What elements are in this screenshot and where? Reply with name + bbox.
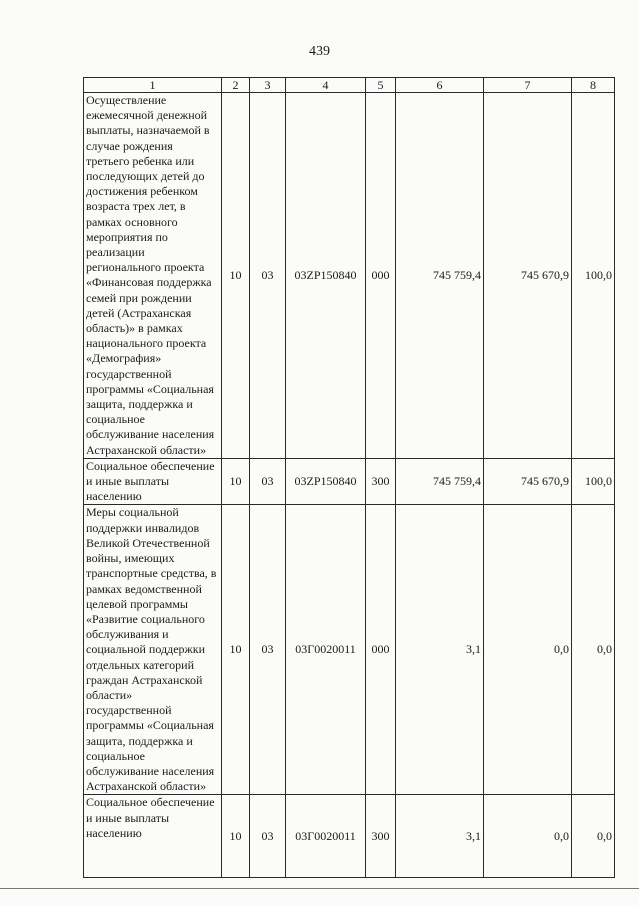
column-header: 5 <box>366 78 396 93</box>
row-subsection: 03 <box>250 458 286 505</box>
budget-table <box>83 77 615 878</box>
row-planned-amount: 3,1 <box>396 505 484 795</box>
bottom-divider <box>0 888 639 889</box>
row-expense-type: 300 <box>366 458 396 505</box>
row-section: 10 <box>222 458 250 505</box>
row-description: Меры социальной поддержки инвалидов Великой Отечественной войны, имеющих транспортные средства, в рамках ведомственной целевой программы «Развитие социального обслуживания и социальной поддержки отдельных категорий граждан Астраханской области» государственной программы «Социальная защита, поддержка и социальное обслуживание населения Астраханской области» <box>84 505 222 795</box>
column-header: 2 <box>222 78 250 93</box>
row-planned-amount: 745 759,4 <box>396 458 484 505</box>
row-planned-amount: 3,1 <box>396 795 484 878</box>
row-actual-amount: 745 670,9 <box>484 458 572 505</box>
row-subsection: 03 <box>250 505 286 795</box>
column-header: 7 <box>484 78 572 93</box>
row-percent: 0,0 <box>572 795 615 878</box>
row-actual-amount: 0,0 <box>484 795 572 878</box>
row-target-code: 03Г0020011 <box>286 505 366 795</box>
row-description: Социальное обеспечение и иные выплаты населению <box>84 458 222 505</box>
table-header-row <box>84 78 615 93</box>
row-target-code: 03ZP150840 <box>286 458 366 505</box>
row-section: 10 <box>222 505 250 795</box>
row-subsection: 03 <box>250 795 286 878</box>
table-row <box>84 458 615 505</box>
row-actual-amount: 745 670,9 <box>484 93 572 459</box>
row-expense-type: 000 <box>366 505 396 795</box>
page-number: 439 <box>309 44 330 59</box>
column-header: 8 <box>572 78 615 93</box>
column-header: 6 <box>396 78 484 93</box>
column-header: 4 <box>286 78 366 93</box>
table-row <box>84 795 615 878</box>
row-section: 10 <box>222 93 250 459</box>
row-description: Осуществление ежемесячной денежной выплаты, назначаемой в случае рождения третьего ребенка или последующих детей до достижения ребенком возраста трех лет, в рамках основного мероприятия по реализации регионального проекта «Финансовая поддержка семей при рождении детей (Астраханская область)» в рамках национального проекта «Демография» государственной программы «Социальная защита, поддержка и социальное обслуживание населения Астраханской области» <box>84 93 222 459</box>
row-target-code: 03ZP150840 <box>286 93 366 459</box>
column-header: 1 <box>84 78 222 93</box>
row-percent: 0,0 <box>572 505 615 795</box>
row-planned-amount: 745 759,4 <box>396 93 484 459</box>
table-row <box>84 505 615 795</box>
row-expense-type: 000 <box>366 93 396 459</box>
row-expense-type: 300 <box>366 795 396 878</box>
row-section: 10 <box>222 795 250 878</box>
row-percent: 100,0 <box>572 93 615 459</box>
table-row <box>84 93 615 459</box>
row-percent: 100,0 <box>572 458 615 505</box>
row-subsection: 03 <box>250 93 286 459</box>
row-actual-amount: 0,0 <box>484 505 572 795</box>
row-target-code: 03Г0020011 <box>286 795 366 878</box>
row-description: Социальное обеспечение и иные выплаты населению <box>84 795 222 878</box>
column-header: 3 <box>250 78 286 93</box>
